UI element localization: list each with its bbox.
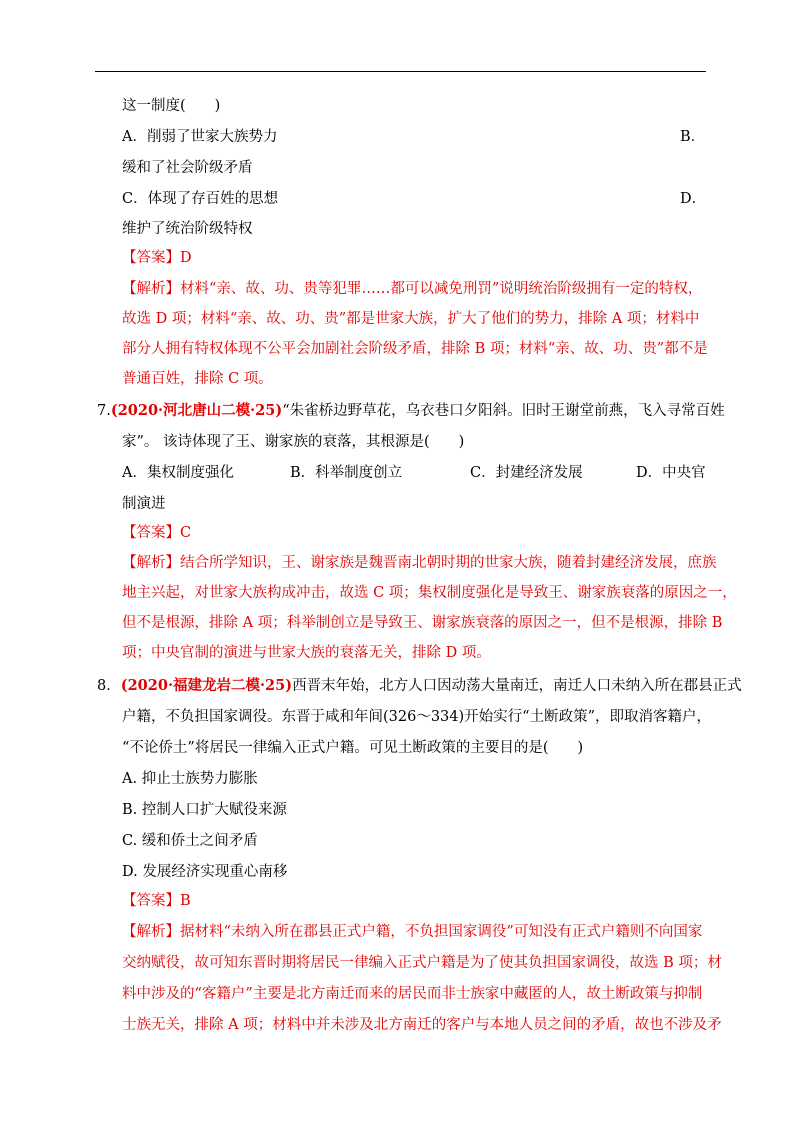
q6-option-d-text: 维护了统治阶级特权	[122, 221, 253, 237]
q6-analysis-line: 【解析】材料“亲、故、功、贵等犯罪……都可以减免刑罚”说明统治阶级拥有一定的特权，	[122, 281, 703, 297]
q7-analysis-line: 项；中央官制的演进与世家大族的衰落无关，排除 D 项。	[122, 645, 491, 661]
q7-stem-first-line	[97, 401, 725, 421]
q8-stem-line: 户籍，不负担国家调役。东晋于咸和年间(326～334)开始实行“土断政策”，即取消客籍户，	[122, 709, 711, 725]
q6-analysis-line: 故选 D 项；材料“亲、故、功、贵”都是世家大族，扩大了他们的势力，排除 A 项；材料中	[122, 311, 700, 327]
q7-stem-line: “朱雀桥边野草花，乌衣巷口夕阳斜。旧时王谢堂前燕，飞入寻常百姓	[282, 403, 725, 419]
q8-analysis-line: 士族无关，排除 A 项；材料中并未涉及北方南迁的客户与本地人员之间的矛盾，故也不涉及矛	[122, 1017, 722, 1033]
q8-option-c: C. 缓和侨土之间矛盾	[122, 833, 258, 849]
q7-option-d-cont: 制演进	[122, 496, 166, 512]
q8-option-a: A. 抑止士族势力膨胀	[122, 771, 258, 787]
q7-option-d: D．中央官	[636, 465, 706, 481]
q8-answer: 【答案】B	[122, 893, 191, 909]
q6-option-c: C．体现了存百姓的思想	[122, 191, 279, 207]
q6-option-b-text: 缓和了社会阶级矛盾	[122, 160, 253, 176]
q7-analysis-line: 地主兴起，对世家大族构成冲击，故选 C 项；集权制度强化是导致王、谢家族衰落的原因之一，	[122, 585, 737, 601]
q8-option-d: D. 发展经济实现重心南移	[122, 864, 288, 880]
q7-option-b: B．科举制度创立	[290, 465, 403, 481]
q8-stem-line: 西晋末年始，北方人口因动荡大量南迁，南迁人口未纳入所在郡县正式	[292, 678, 742, 694]
q7-option-c: C．封建经济发展	[470, 465, 583, 481]
q8-analysis-line: 交纳赋役，故可知东晋时期将居民一律编入正式户籍是为了使其负担国家调役，故选 B 项；材	[122, 955, 722, 971]
q8-number: 8．	[97, 678, 121, 694]
q6-option-d-label: D．	[680, 191, 707, 207]
q6-analysis-line: 普通百姓，排除 C 项。	[122, 371, 273, 387]
q7-option-a: A．集权制度强化	[122, 465, 234, 481]
q6-option-a: A．削弱了世家大族势力	[122, 129, 278, 145]
q6-answer: 【答案】D	[122, 250, 192, 266]
q7-answer: 【答案】C	[122, 525, 192, 541]
q7-analysis-line: 【解析】结合所学知识，王、谢家族是魏晋南北朝时期的世家大族，随着封建经济发展，庶族	[122, 555, 717, 571]
q7-analysis-line: 但不是根源，排除 A 项；科举制创立是导致王、谢家族衰落的原因之一，但不是根源，排除 B	[122, 615, 723, 631]
q6-analysis-line: 部分人拥有特权体现不公平会加剧社会阶级矛盾，排除 B 项；材料“亲、故、功、贵”都不是	[122, 341, 708, 357]
q8-analysis-line: 料中涉及的“客籍户”主要是北方南迁而来的居民而非士族家中藏匿的人，故土断政策与抑制	[122, 986, 703, 1002]
q8-stem-first-line	[97, 676, 742, 696]
header-rule	[95, 71, 706, 72]
q8-analysis-line: 【解析】据材料“未纳入所在郡县正式户籍，不负担国家调役”可知没有正式户籍则不向国家	[122, 924, 703, 940]
q7-source: (2020·河北唐山二模·25)	[110, 402, 283, 419]
q8-source: (2020·福建龙岩二模·25)	[120, 677, 293, 694]
q6-option-b-label: B．	[680, 129, 706, 145]
q7-stem-line: 家”。 该诗体现了王、谢家族的衰落，其根源是( )	[122, 434, 465, 450]
q8-stem-line: “不论侨土”将居民一律编入正式户籍。可见土断政策的主要目的是( )	[122, 740, 584, 756]
q6-stem-tail: 这一制度( )	[122, 98, 221, 114]
q8-option-b: B. 控制人口扩大赋役来源	[122, 802, 287, 818]
q7-number: 7.	[97, 403, 111, 419]
